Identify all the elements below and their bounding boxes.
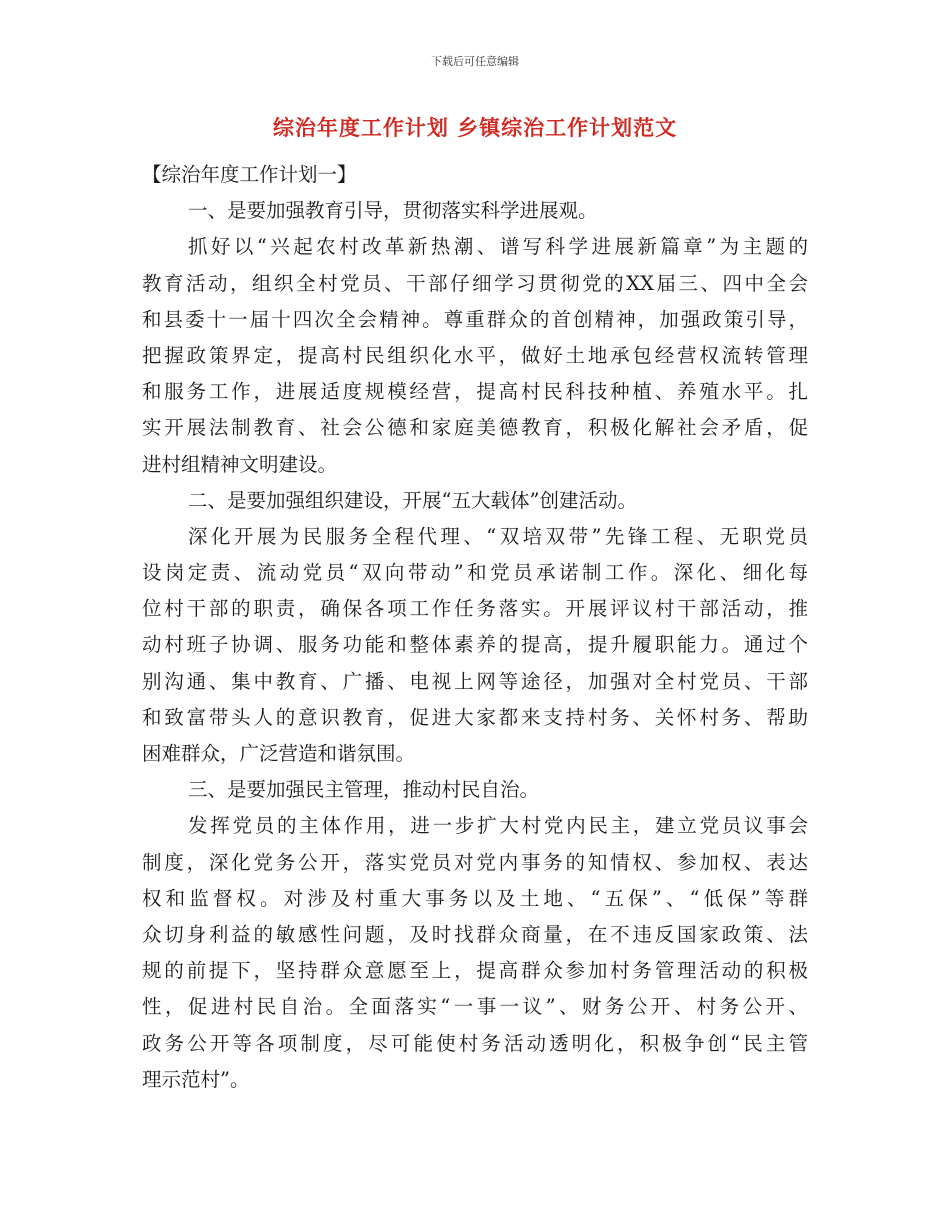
paragraph-line: 教育活动，组织全村党员、干部仔细学习贯彻党的XX届三、四中全会 xyxy=(142,271,808,295)
paragraph-line: 动村班子协调、服务功能和整体素养的提高，提升履职能力。通过个 xyxy=(142,633,808,657)
paragraph-line: 把握政策界定，提高村民组织化水平，做好土地承包经营权流转管理 xyxy=(142,343,808,367)
paragraph-line: 性，促进村民自治。全面落实“一事一议”、财务公开、村务公开、 xyxy=(142,995,808,1019)
paragraph-heading: 三、是要加强民主管理，推动村民自治。 xyxy=(188,778,540,802)
paragraph-line: 规的前提下，坚持群众意愿至上，提高群众参加村务管理活动的积极 xyxy=(142,959,808,983)
paragraph-line: 权和监督权。对涉及村重大事务以及土地、“五保”、“低保”等群 xyxy=(142,886,808,910)
paragraph-line: 别沟通、集中教育、广播、电视上网等途径，加强对全村党员、干部 xyxy=(142,669,808,693)
paragraph-heading: 二、是要加强组织建设，开展“五大载体”创建活动。 xyxy=(188,488,637,512)
paragraph-heading: 一、是要加强教育引导，贯彻落实科学进展观。 xyxy=(188,199,598,223)
paragraph-line: 设岗定责、流动党员“双向带动”和党员承诺制工作。深化、细化每 xyxy=(142,561,808,585)
paragraph-line: 发挥党员的主体作用，进一步扩大村党内民主，建立党员议事会 xyxy=(188,814,808,838)
paragraph-line: 实开展法制教育、社会公德和家庭美德教育，积极化解社会矛盾，促 xyxy=(142,416,808,440)
paragraph-line: 众切身利益的敏感性问题，及时找群众商量，在不违反国家政策、法 xyxy=(142,922,808,946)
paragraph-line: 政务公开等各项制度，尽可能使村务活动透明化，积极争创“民主管 xyxy=(142,1031,808,1055)
document-title: 综治年度工作计划 乡镇综治工作计划范文 xyxy=(272,116,678,140)
paragraph-line: 深化开展为民服务全程代理、“双培双带”先锋工程、无职党员 xyxy=(188,524,808,548)
paragraph-line: 理示范村”。 xyxy=(142,1067,250,1091)
paragraph-line: 抓好以“兴起农村改革新热潮、谱写科学进展新篇章”为主题的 xyxy=(188,235,808,259)
paragraph-line: 制度，深化党务公开，落实党员对党内事务的知情权、参加权、表达 xyxy=(142,850,808,874)
paragraph-line: 进村组精神文明建设。 xyxy=(142,452,338,476)
paragraph-line: 和致富带头人的意识教育，促进大家都来支持村务、关怀村务、帮助 xyxy=(142,705,808,729)
header-note: 下载后可任意编辑 xyxy=(431,55,519,68)
paragraph-line: 困难群众，广泛营造和谐氛围。 xyxy=(142,742,416,765)
paragraph-line: 和服务工作，进展适度规模经营，提高村民科技种植、养殖水平。扎 xyxy=(142,380,808,404)
paragraph-line: 和县委十一届十四次全会精神。尊重群众的首创精神，加强政策引导， xyxy=(142,307,808,331)
document-body xyxy=(142,157,808,1098)
paragraph-line: 位村干部的职责，确保各项工作任务落实。开展评议村干部活动，推 xyxy=(142,597,808,621)
section-heading: 【综治年度工作计划一】 xyxy=(142,163,357,186)
